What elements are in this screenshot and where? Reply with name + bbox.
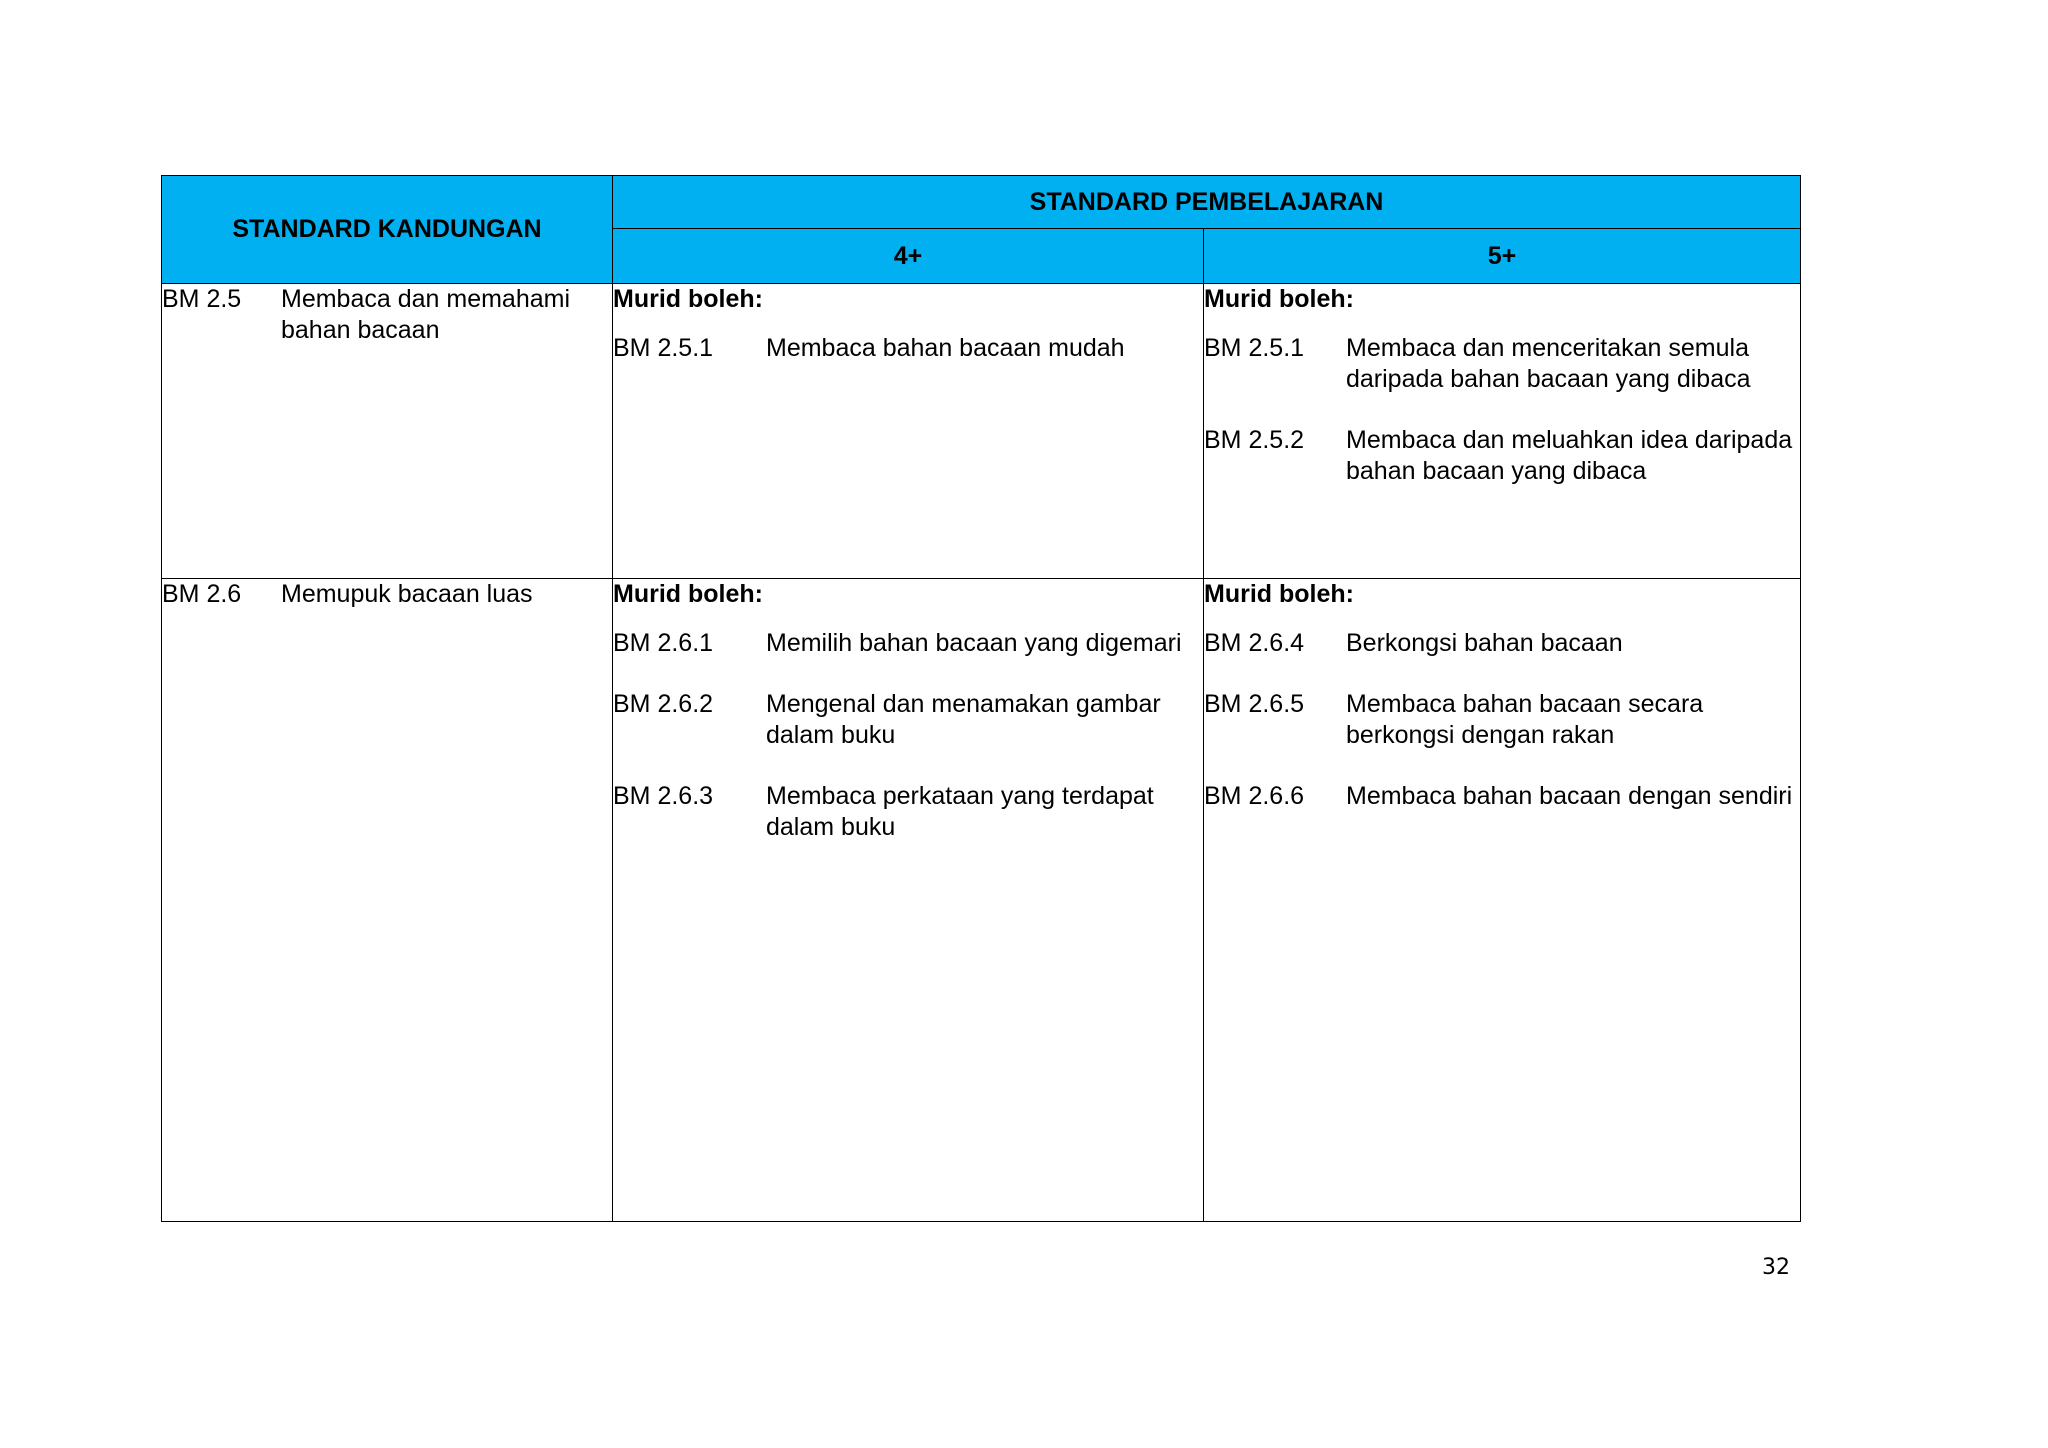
learning-standard-item (613, 781, 1203, 843)
sk-text: Memupuk bacaan luas (281, 580, 533, 608)
sp-text: Membaca dan menceritakan semula daripada bahan bacaan yang dibaca (1346, 334, 1751, 393)
level-5-cell (1204, 284, 1801, 579)
sk-code: BM 2.5 (162, 285, 242, 313)
sp-text: Membaca bahan bacaan mudah (766, 334, 1125, 362)
standard-kandungan-cell (162, 579, 613, 1222)
sp-text: Berkongsi bahan bacaan (1346, 629, 1623, 657)
sp-code: BM 2.6.6 (1204, 782, 1305, 810)
standards-table (161, 175, 1801, 1222)
murid-boleh-label: Murid boleh: (613, 580, 763, 608)
murid-boleh-label: Murid boleh: (1204, 285, 1354, 313)
learning-standard-item (1204, 781, 1800, 812)
learning-standard-item (613, 628, 1203, 659)
sp-code: BM 2.5.2 (1204, 426, 1305, 454)
sp-code: BM 2.6.2 (613, 690, 714, 718)
sp-code: BM 2.5.1 (1204, 334, 1305, 362)
level-5-cell (1204, 579, 1801, 1222)
header-level-5: 5+ (1204, 229, 1801, 284)
header-standard-pembelajaran: STANDARD PEMBELAJARAN (613, 176, 1801, 229)
page-number: 32 (1762, 1255, 1790, 1280)
sp-text: Membaca dan meluahkan idea daripada bahan bacaan yang dibaca (1346, 426, 1793, 485)
sp-code: BM 2.6.4 (1204, 629, 1305, 657)
sk-text: Membaca dan memahami bahan bacaan (281, 285, 571, 344)
sp-text: Membaca perkataan yang terdapat dalam buku (766, 782, 1154, 841)
sk-code: BM 2.6 (162, 580, 242, 608)
learning-standard-item (1204, 425, 1800, 487)
learning-standard-item (1204, 333, 1800, 395)
standard-kandungan-item (162, 284, 612, 346)
sp-text: Mengenal dan menamakan gambar dalam buku (766, 690, 1161, 749)
sp-text: Membaca bahan bacaan dengan sendiri (1346, 782, 1793, 810)
table-row (162, 579, 1801, 1222)
level-4-cell (613, 284, 1204, 579)
standard-kandungan-cell (162, 284, 613, 579)
sp-text: Memilih bahan bacaan yang digemari (766, 629, 1182, 657)
level-4-cell (613, 579, 1204, 1222)
murid-boleh-label: Murid boleh: (613, 285, 763, 313)
murid-boleh-label: Murid boleh: (1204, 580, 1354, 608)
table-row (162, 284, 1801, 579)
learning-standard-item (613, 333, 1203, 364)
learning-standard-item (1204, 628, 1800, 659)
header-level-4: 4+ (613, 229, 1204, 284)
standard-kandungan-item (162, 579, 612, 610)
sp-code: BM 2.6.3 (613, 782, 714, 810)
header-standard-kandungan: STANDARD KANDUNGAN (162, 176, 613, 284)
learning-standard-item (1204, 689, 1800, 751)
learning-standard-item (613, 689, 1203, 751)
sp-code: BM 2.6.5 (1204, 690, 1305, 718)
sp-text: Membaca bahan bacaan secara berkongsi dengan rakan (1346, 690, 1704, 749)
sp-code: BM 2.5.1 (613, 334, 714, 362)
sp-code: BM 2.6.1 (613, 629, 714, 657)
